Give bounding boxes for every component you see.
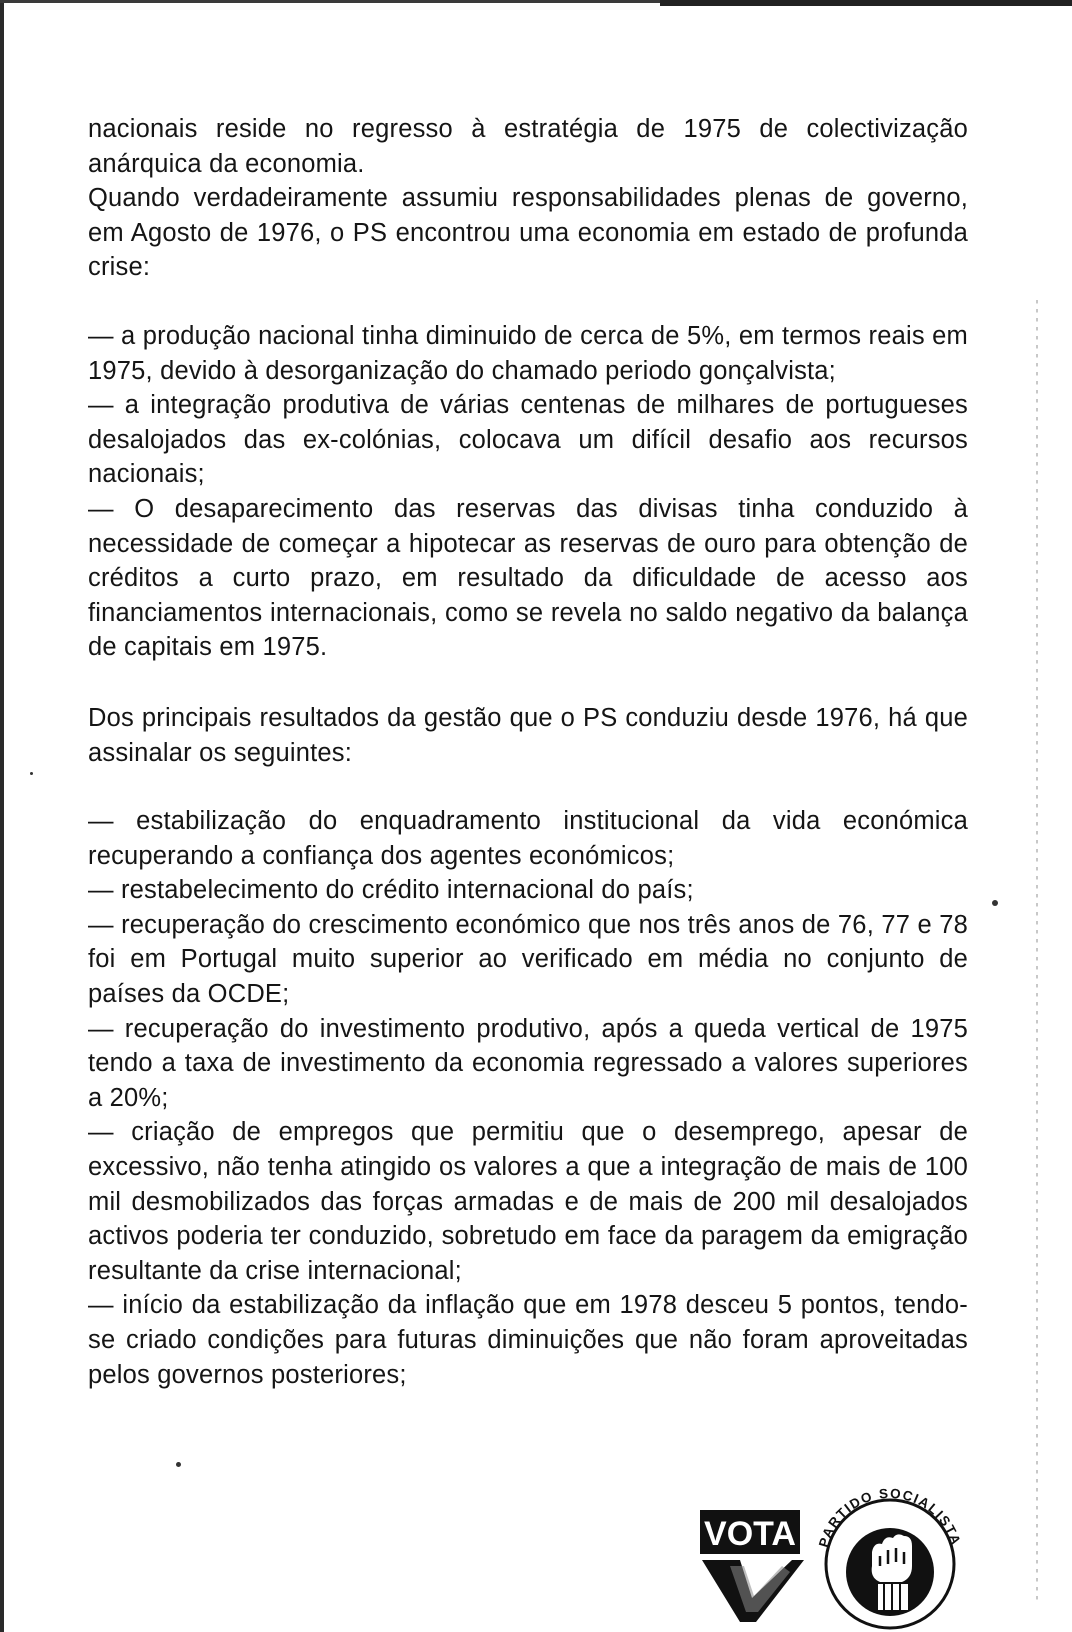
scan-edge-left (0, 0, 4, 1632)
paragraph-results-intro: Dos principais resultados da gestão que o PS conduziu desde 1976, há que assinalar os seguintes: (88, 703, 968, 767)
party-seal (816, 1486, 964, 1628)
list-item: — estabilização do enquadramento institucional da vida económica recuperando a confiança dos agentes económicos; (88, 807, 968, 870)
logos-area (700, 1480, 980, 1630)
list-item: — O desaparecimento das reservas das divisas tinha conduzido à necessidade de começar a hipotecar as reservas de ouro para obtenção de créditos a curto prazo, em resultado da dificuldade de acesso aos financiamentos internacionais, como se revela no saldo negativo da balança de capitais em 1975. (88, 494, 968, 662)
scan-speck (176, 1462, 181, 1467)
scan-noise-right (1036, 300, 1038, 1600)
list-item: — restabelecimento do crédito internacional do país; (88, 876, 694, 905)
vota-logo (700, 1510, 804, 1622)
vota-checkmark-logo (702, 1560, 804, 1622)
paragraph-crisis-intro: Quando verdadeiramente assumiu responsabilidades plenas de governo, em Agosto de 1976, o PS encontrou uma economia em estado de profunda crise: (88, 184, 968, 282)
scan-speck (30, 772, 33, 775)
paragraph-intro: nacionais reside no regresso à estratégia de 1975 de colectivização anárquica da economia. (88, 115, 968, 178)
list-item: — início da estabilização da inflação que em 1978 desceu 5 pontos, tendo-se criado condições para futuras diminuições que não foram aproveitadas pelos governos posteriores; (88, 1291, 968, 1389)
list-item: — criação de empregos que permitiu que o desemprego, apesar de excessivo, não tenha atingido os valores a que a integração de mais de 100 mil desmobilizados das forças armadas e de mais de 200 mil desalojados activos poderia ter conduzido, sobretudo em face da paragem da emigração resultante da crise internacional; (88, 1118, 968, 1285)
spacer (88, 770, 968, 804)
list-item: — a produção nacional tinha diminuido de cerca de 5%, em termos reais em 1975, devido à desorganização do chamado periodo gonçalvista; (88, 321, 968, 385)
spacer (88, 665, 968, 701)
logos-svg (700, 1480, 980, 1630)
list-item: — recuperação do crescimento económico que nos três anos de 76, 77 e 78 foi em Portugal muito superior ao verificado em média no conjunto de países da OCDE; (88, 910, 968, 1009)
list-item: — recuperação do investimento produtivo, após a queda vertical de 1975 tendo a taxa de investimento da economia regressado a valores superiores a 20%; (88, 1014, 968, 1112)
spacer (88, 285, 968, 319)
vota-text: VOTA (704, 1515, 796, 1553)
seal-text: PARTIDO SOCIALISTA (815, 1485, 964, 1549)
results-list (88, 804, 968, 1392)
document-body (88, 112, 968, 1392)
scan-speck (992, 900, 998, 906)
scan-edge-top-right (660, 0, 1072, 6)
list-item: — a integração produtiva de várias centenas de milhares de portugueses desalojados das ex-colónias, colocava um difícil desafio aos recursos nacionais; (88, 391, 968, 489)
crisis-list (88, 319, 968, 665)
